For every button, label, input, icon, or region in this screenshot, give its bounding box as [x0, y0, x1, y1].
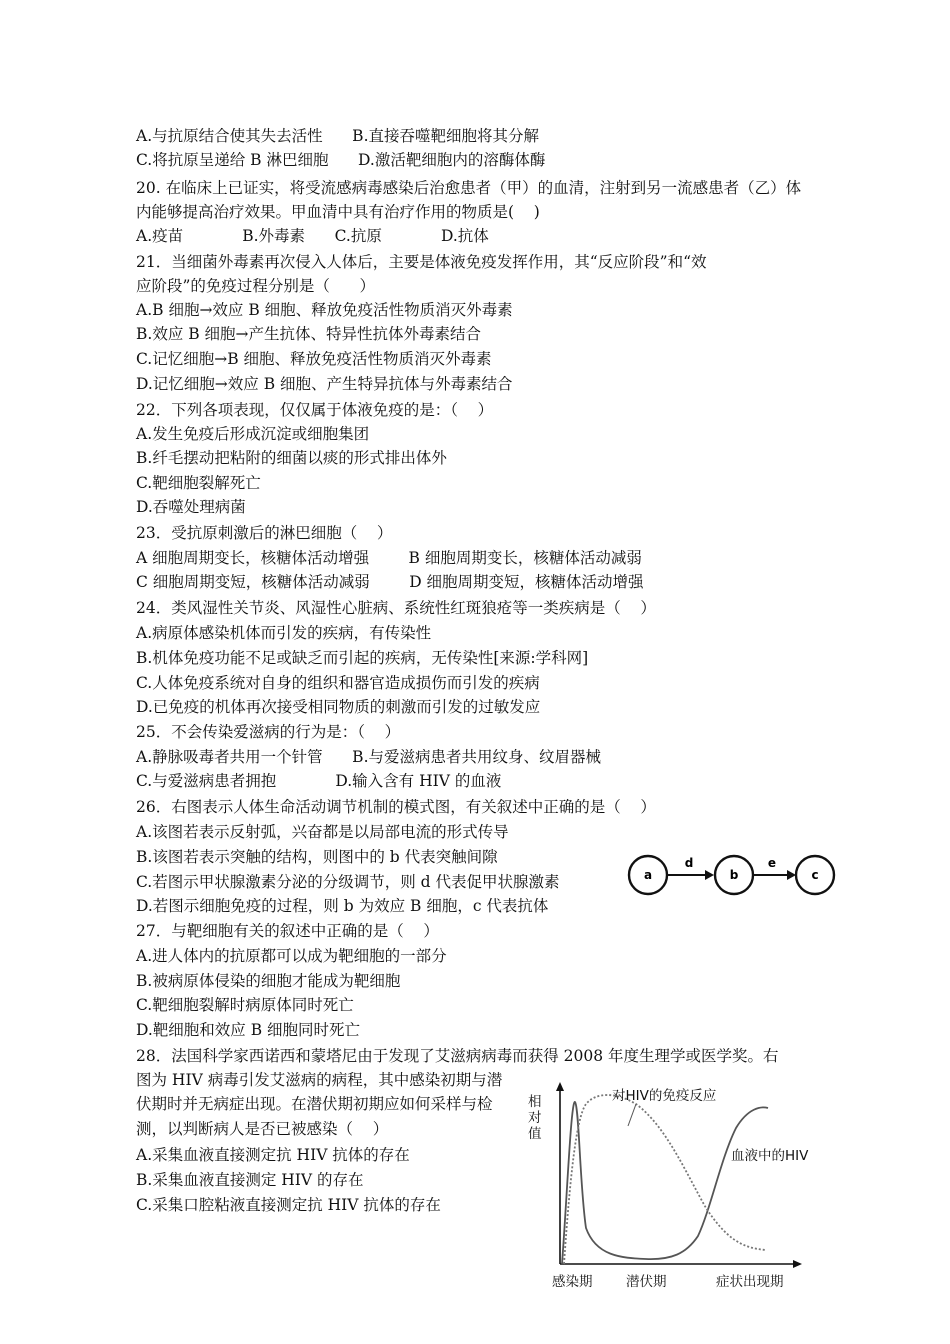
series-label-immune: 对HIV的免疫反应: [612, 1088, 717, 1104]
node-b-label: b: [729, 868, 739, 882]
text-line: 内能够提高治疗效果。甲血清中具有治疗作用的物质是( ): [136, 203, 540, 221]
text-line: 25．不会传染爱滋病的行为是：（ ）: [136, 723, 401, 741]
x-axis-arrow: [793, 1260, 802, 1268]
text-line: A.该图若表示反射弧，兴奋都是以局部电流的形式传导: [136, 823, 509, 841]
arrow-e-head: [787, 870, 796, 880]
series-label-hiv: 血液中的HIV: [731, 1148, 809, 1164]
y-axis-label-2: 对: [528, 1110, 542, 1126]
text-line: 23．受抗原刺激后的淋巴细胞（ ）: [136, 524, 393, 542]
series-blood-hiv: [562, 1102, 768, 1264]
text-line: 28．法国科学家西诺西和蒙塔尼由于发现了艾滋病病毒而获得 2008 年度生理学或医学奖。右: [136, 1047, 779, 1065]
text-line: A.发生免疫后形成沉淀或细胞集团: [136, 425, 370, 443]
text-line: A.静脉吸毒者共用一个针管 B.与爱滋病患者共用纹身、纹眉器械: [136, 748, 602, 766]
text-line: D.靶细胞和效应 B 细胞同时死亡: [136, 1021, 361, 1039]
text-line: B.纤毛摆动把粘附的细菌以痰的形式排出体外: [136, 449, 447, 467]
text-line: 22．下列各项表现，仅仅属于体液免疫的是：（ ）: [136, 401, 494, 419]
text-line: 伏期时并无病症出现。在潜伏期初期应如何采样与检: [136, 1095, 493, 1113]
text-line: 图为 HIV 病毒引发艾滋病的病程，其中感染初期与潜: [136, 1071, 503, 1089]
series-label-immune-leader: [628, 1104, 636, 1126]
arrow-d-label: d: [684, 856, 694, 870]
text-line: C.与爱滋病患者拥抱 D.输入含有 HIV 的血液: [136, 772, 502, 790]
text-line: 21．当细菌外毒素再次侵入人体后，主要是体液免疫发挥作用，其“反应阶段”和“效: [136, 253, 707, 271]
text-line: B.该图若表示突触的结构，则图中的 b 代表突触间隙: [136, 848, 498, 866]
y-axis-label-1: 相: [528, 1094, 542, 1110]
text-line: C 细胞周期变短，核糖体活动减弱 D 细胞周期变短，核糖体活动增强: [136, 573, 644, 591]
hiv-course-chart: [526, 1078, 846, 1296]
text-line: C.将抗原呈递给 B 淋巴细胞 D.激活靶细胞内的溶酶体酶: [136, 151, 546, 169]
arrow-d-head: [705, 870, 714, 880]
text-line: A 细胞周期变长，核糖体活动增强 B 细胞周期变长，核糖体活动减弱: [136, 549, 642, 567]
text-line: C.采集口腔粘液直接测定抗 HIV 抗体的存在: [136, 1196, 441, 1214]
x-tick-infection: 感染期: [552, 1274, 593, 1290]
text-line: C.靶细胞裂解死亡: [136, 474, 261, 492]
text-line: A.采集血液直接测定抗 HIV 抗体的存在: [136, 1146, 410, 1164]
y-axis-label-3: 值: [528, 1126, 542, 1142]
text-line: B.采集血液直接测定 HIV 的存在: [136, 1171, 364, 1189]
text-line: A.进人体内的抗原都可以成为靶细胞的一部分: [136, 947, 447, 965]
text-line: D.已免疫的机体再次接受相同物质的刺激而引发的过敏发应: [136, 698, 541, 716]
text-line: A.病原体感染机体而引发的疾病，有传染性: [136, 624, 432, 642]
text-line: C.记忆细胞→B 细胞、释放免疫活性物质消灭外毒素: [136, 350, 492, 368]
text-line: 24．类风湿性关节炎、风湿性心脏病、系统性红斑狼疮等一类疾病是（ ）: [136, 599, 656, 617]
text-line: 27．与靶细胞有关的叙述中正确的是（ ）: [136, 922, 439, 940]
x-tick-symptom: 症状出现期: [716, 1274, 784, 1290]
text-line: C.若图示甲状腺激素分泌的分级调节，则 d 代表促甲状腺激素: [136, 873, 560, 891]
y-axis-arrow: [556, 1082, 564, 1091]
node-a-label: a: [643, 868, 653, 882]
text-line: C.人体免疫系统对自身的组织和器官造成损伤而引发的疾病: [136, 674, 540, 692]
text-line: C.靶细胞裂解时病原体同时死亡: [136, 996, 354, 1014]
text-line: D.吞噬处理病菌: [136, 498, 246, 516]
text-line: D.若图示细胞免疫的过程，则 b 为效应 B 细胞，c 代表抗体: [136, 897, 549, 915]
x-tick-latent: 潜伏期: [626, 1274, 667, 1290]
text-line: A.疫苗 B.外毒素 C.抗原 D.抗体: [136, 227, 489, 245]
text-line: A.与抗原结合使其失去活性 B.直接吞噬靶细胞将其分解: [136, 127, 540, 145]
series-immune-response: [564, 1095, 766, 1264]
text-line: 26．右图表示人体生命活动调节机制的模式图，有关叙述中正确的是（ ）: [136, 798, 656, 816]
text-line: 应阶段”的免疫过程分别是（ ）: [136, 277, 375, 295]
regulation-diagram: [626, 850, 840, 900]
text-line: B.机体免疫功能不足或缺乏而引起的疾病，无传染性[来源:学科网]: [136, 649, 589, 667]
node-c-label: c: [811, 868, 819, 882]
text-line: 20. 在临床上已证实，将受流感病毒感染后治愈患者（甲）的血清，注射到另一流感患者（乙）体: [136, 179, 802, 197]
text-line: A.B 细胞→效应 B 细胞、释放免疫活性物质消灭外毒素: [136, 301, 513, 319]
text-line: 测，以判断病人是否已被感染（ ）: [136, 1120, 389, 1138]
text-line: B.被病原体侵染的细胞才能成为靶细胞: [136, 972, 401, 990]
text-line: B.效应 B 细胞→产生抗体、特异性抗体外毒素结合: [136, 325, 482, 343]
text-line: D.记忆细胞→效应 B 细胞、产生特异抗体与外毒素结合: [136, 375, 513, 393]
arrow-e-label: e: [767, 856, 777, 870]
